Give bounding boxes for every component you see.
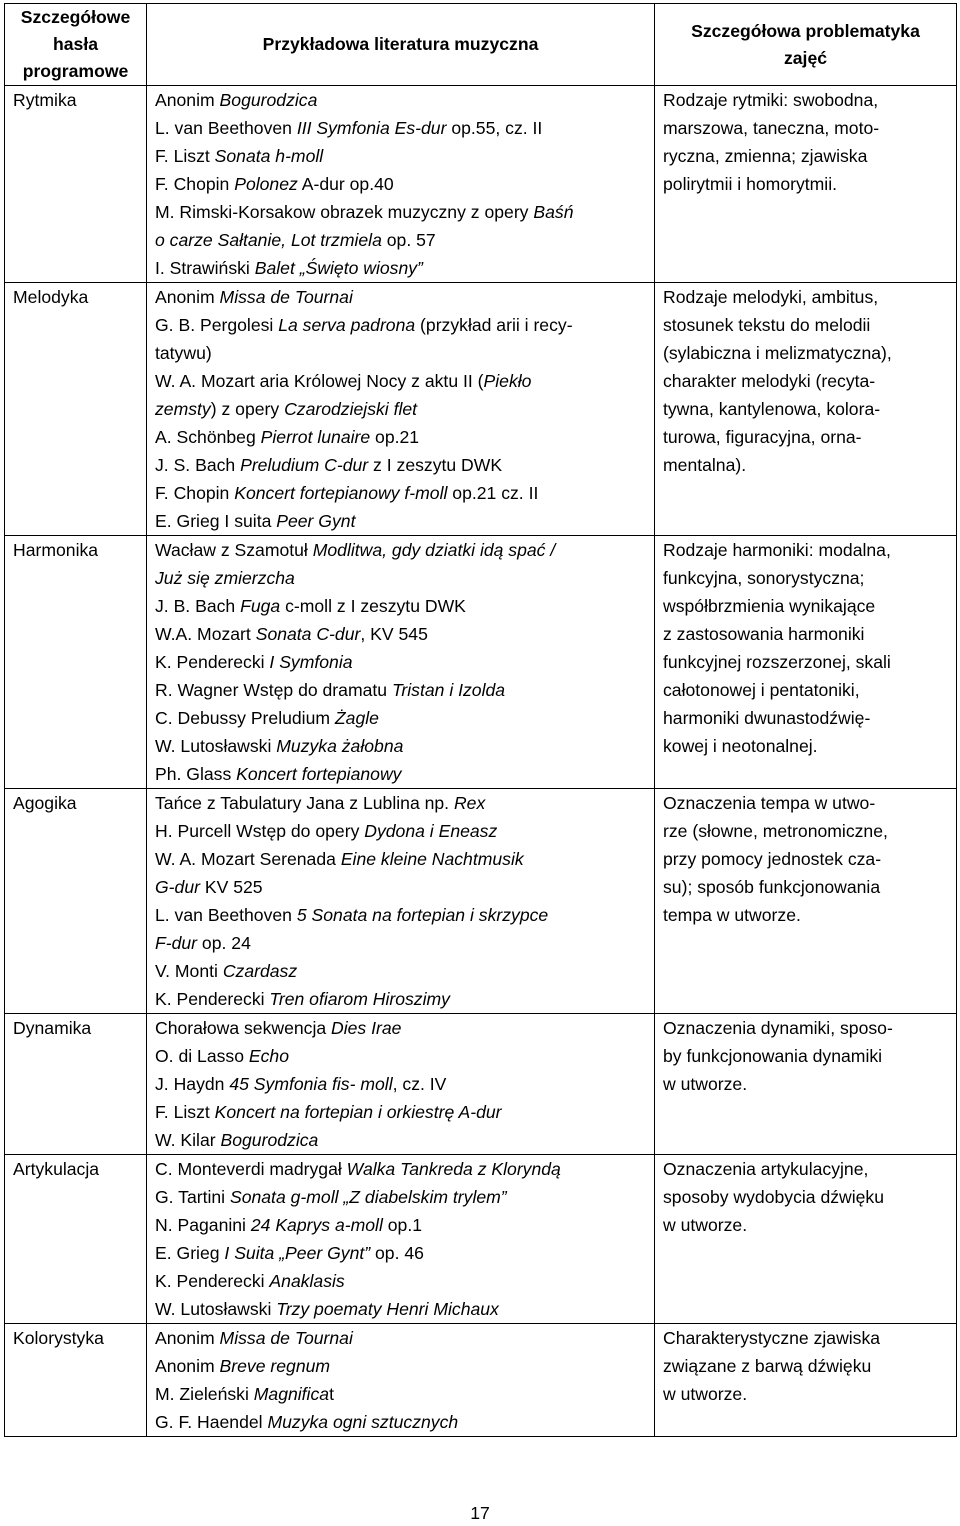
- literature-text: C. Debussy Preludium: [155, 708, 335, 728]
- description-line: marszowa, taneczna, moto-: [663, 118, 880, 138]
- table-row: [5, 789, 957, 1014]
- table-row: [5, 283, 957, 536]
- work-title: Peer Gynt: [276, 511, 356, 531]
- literature-line: [155, 479, 646, 507]
- work-title: Modlitwa, gdy dziatki idą spać /: [312, 540, 556, 560]
- literature-text: L. van Beethoven: [155, 905, 297, 925]
- description-line: związane z barwą dźwięku: [663, 1356, 872, 1376]
- description-line: (sylabiczna i melizmatyczna),: [663, 343, 892, 363]
- literature-line: [155, 1070, 646, 1098]
- program-term: Agogika: [5, 789, 147, 1014]
- literature-line: [155, 1324, 646, 1352]
- literature-text: A. Schönbeg: [155, 427, 261, 447]
- literature-line: [155, 1239, 646, 1267]
- literature-text: , cz. IV: [392, 1074, 447, 1094]
- work-title: Anaklasis: [269, 1271, 345, 1291]
- literature-text: F. Chopin: [155, 174, 235, 194]
- literature-line: [155, 985, 646, 1013]
- work-title: Tristan i Izolda: [391, 680, 506, 700]
- literature-text: Anonim: [155, 1328, 220, 1348]
- description-line: w utworze.: [663, 1074, 748, 1094]
- literature-line: [155, 1352, 646, 1380]
- work-title: Bogurodzica: [220, 1130, 319, 1150]
- header-literature: Przykładowa literatura muzyczna: [147, 4, 655, 86]
- work-title: Dydona i Eneasz: [364, 821, 498, 841]
- literature-text: M. Rimski-Korsakow obrazek muzyczny z opery: [155, 202, 534, 222]
- topic-description: [655, 283, 957, 536]
- header-topics: Szczegółowa problematyka zajęć: [655, 4, 957, 86]
- literature-line: [155, 423, 646, 451]
- literature-text: z I zeszytu DWK: [368, 455, 503, 475]
- work-title: Breve regnum: [219, 1356, 331, 1376]
- description-line: sposoby wydobycia dźwięku: [663, 1187, 885, 1207]
- literature-text: KV 525: [199, 877, 263, 897]
- work-title: Już się zmierzcha: [155, 568, 295, 588]
- work-title: Koncert na fortepian i orkiestrę A-dur: [214, 1102, 502, 1122]
- description-line: Rodzaje harmoniki: modalna,: [663, 540, 891, 560]
- literature-line: [155, 648, 646, 676]
- literature-line: [155, 283, 646, 311]
- work-title: 5 Sonata na fortepian i skrzypce: [296, 905, 549, 925]
- literature-line: [155, 817, 646, 845]
- table-row: [5, 1155, 957, 1324]
- literature-line: [155, 901, 646, 929]
- literature-line: [155, 676, 646, 704]
- description-line: z zastosowania harmoniki: [663, 624, 865, 644]
- topic-description: [655, 536, 957, 789]
- description-line: tywna, kantylenowa, kolora-: [663, 399, 881, 419]
- literature-cell: [147, 1155, 655, 1324]
- literature-line: [155, 86, 646, 114]
- literature-text: (przykład arii i recy-: [415, 315, 573, 335]
- literature-text: F. Liszt: [155, 146, 215, 166]
- literature-text: , KV 545: [360, 624, 428, 644]
- literature-text: Anonim: [155, 90, 220, 110]
- literature-text: J. B. Bach: [155, 596, 241, 616]
- literature-text: Wacław z Szamotuł: [155, 540, 313, 560]
- header-row: [5, 4, 957, 86]
- work-title: Muzyka żałobna: [276, 736, 404, 756]
- literature-line: [155, 929, 646, 957]
- work-title: Baśń: [533, 202, 574, 222]
- work-title: Polonez: [234, 174, 298, 194]
- work-title: Walka Tankreda z Kloryndą: [346, 1159, 561, 1179]
- description-line: harmoniki dwunastodźwię-: [663, 708, 871, 728]
- work-title: Missa de Tournai: [219, 287, 353, 307]
- literature-line: [155, 198, 646, 226]
- table-row: [5, 1324, 957, 1437]
- literature-text: Chorałowa sekwencja: [155, 1018, 332, 1038]
- description-line: stosunek tekstu do melodii: [663, 315, 871, 335]
- literature-line: [155, 1295, 646, 1323]
- literature-text: K. Penderecki: [155, 652, 270, 672]
- literature-line: [155, 395, 646, 423]
- work-title: Sonata C-dur: [255, 624, 361, 644]
- literature-line: [155, 789, 646, 817]
- page-number: 17: [470, 1503, 490, 1523]
- literature-text: W. A. Mozart aria Królowej Nocy z aktu II (: [155, 371, 484, 391]
- description-line: charakter melodyki (recyta-: [663, 371, 876, 391]
- work-title: Koncert fortepianowy f-moll: [234, 483, 448, 503]
- literature-cell: [147, 536, 655, 789]
- literature-text: R. Wagner Wstęp do dramatu: [155, 680, 392, 700]
- literature-line: [155, 1183, 646, 1211]
- literature-line: [155, 564, 646, 592]
- description-line: kowej i neotonalnej.: [663, 736, 818, 756]
- work-title: Trzy poematy Henri Michaux: [276, 1299, 499, 1319]
- literature-text: Anonim: [155, 287, 220, 307]
- literature-line: [155, 1267, 646, 1295]
- work-title: G-dur: [155, 877, 200, 897]
- work-title: Echo: [248, 1046, 289, 1066]
- description-line: funkcyjnej rozszerzonej, skali: [663, 652, 891, 672]
- work-title: Sonata g-moll „Z diabelskim trylem”: [229, 1187, 507, 1207]
- work-title: F-dur: [155, 933, 198, 953]
- literature-line: [155, 170, 646, 198]
- work-title: Missa de Tournai: [219, 1328, 353, 1348]
- work-title: Magnifica: [253, 1384, 330, 1404]
- literature-text: H. Purcell Wstęp do opery: [155, 821, 365, 841]
- literature-text: W. Kilar: [155, 1130, 221, 1150]
- literature-text: ) z opery: [210, 399, 285, 419]
- literature-text: op.1: [382, 1215, 423, 1235]
- literature-text: G. B. Pergolesi: [155, 315, 279, 335]
- literature-text: E. Grieg I suita: [155, 511, 277, 531]
- work-title: Preludium C-dur: [240, 455, 369, 475]
- topic-description: [655, 1324, 957, 1437]
- work-title: Rex: [453, 793, 486, 813]
- literature-line: [155, 1014, 646, 1042]
- table-row: [5, 536, 957, 789]
- description-line: Charakterystyczne zjawiska: [663, 1328, 881, 1348]
- topic-description: [655, 86, 957, 283]
- description-line: tempa w utworze.: [663, 905, 801, 925]
- literature-text: W. A. Mozart Serenada: [155, 849, 341, 869]
- literature-line: [155, 845, 646, 873]
- literature-text: W.A. Mozart: [155, 624, 256, 644]
- work-title: zemsty: [155, 399, 211, 419]
- literature-text: J. S. Bach: [155, 455, 241, 475]
- literature-text: A-dur op.40: [297, 174, 394, 194]
- work-title: Eine kleine Nachtmusik: [340, 849, 524, 869]
- literature-text: t: [329, 1384, 334, 1404]
- description-line: rze (słowne, metronomiczne,: [663, 821, 888, 841]
- literature-line: [155, 957, 646, 985]
- work-title: o carze Sałtanie, Lot trzmiela: [155, 230, 382, 250]
- work-title: Fuga: [240, 596, 281, 616]
- description-line: polirytmii i homorytmii.: [663, 174, 838, 194]
- literature-text: F. Chopin: [155, 483, 235, 503]
- literature-cell: [147, 789, 655, 1014]
- topic-description: [655, 1014, 957, 1155]
- description-line: su); sposób funkcjonowania: [663, 877, 881, 897]
- literature-text: V. Monti: [155, 961, 223, 981]
- work-title: Czardasz: [222, 961, 298, 981]
- program-term: Rytmika: [5, 86, 147, 283]
- literature-text: G. Tartini: [155, 1187, 230, 1207]
- literature-line: [155, 339, 646, 367]
- literature-text: F. Liszt: [155, 1102, 215, 1122]
- literature-line: [155, 114, 646, 142]
- description-line: współbrzmienia wynikające: [663, 596, 876, 616]
- program-term: Harmonika: [5, 536, 147, 789]
- literature-line: [155, 1408, 646, 1436]
- literature-text: op.21 cz. II: [447, 483, 539, 503]
- description-line: Oznaczenia tempa w utwo-: [663, 793, 876, 813]
- literature-text: op.21: [370, 427, 420, 447]
- literature-cell: [147, 1324, 655, 1437]
- description-line: turowa, figuracyjna, orna-: [663, 427, 862, 447]
- literature-text: tatywu): [155, 343, 212, 363]
- literature-text: N. Paganini: [155, 1215, 251, 1235]
- literature-text: L. van Beethoven: [155, 118, 297, 138]
- work-title: I Suita „Peer Gynt”: [224, 1243, 371, 1263]
- description-line: by funkcjonowania dynamiki: [663, 1046, 883, 1066]
- work-title: Muzyka ogni sztucznych: [267, 1412, 459, 1432]
- work-title: La serva padrona: [278, 315, 416, 335]
- literature-line: [155, 592, 646, 620]
- literature-line: [155, 311, 646, 339]
- literature-line: [155, 142, 646, 170]
- program-term: Artykulacja: [5, 1155, 147, 1324]
- literature-text: I. Strawiński: [155, 258, 255, 278]
- literature-text: W. Lutosławski: [155, 1299, 277, 1319]
- description-line: Oznaczenia artykulacyjne,: [663, 1159, 869, 1179]
- description-line: Rodzaje rytmiki: swobodna,: [663, 90, 879, 110]
- description-line: w utworze.: [663, 1215, 748, 1235]
- description-line: mentalna).: [663, 455, 747, 475]
- work-title: Żagle: [334, 708, 379, 728]
- literature-line: [155, 451, 646, 479]
- literature-text: op. 57: [381, 230, 436, 250]
- topic-description: [655, 1155, 957, 1324]
- work-title: I Symfonia: [269, 652, 353, 672]
- work-title: III Symfonia Es-dur: [296, 118, 447, 138]
- description-line: przy pomocy jednostek cza-: [663, 849, 882, 869]
- literature-line: [155, 873, 646, 901]
- description-line: ryczna, zmienna; zjawiska: [663, 146, 868, 166]
- header-program-terms: Szczegółowe hasła programowe: [5, 4, 147, 86]
- literature-text: op. 46: [370, 1243, 424, 1263]
- literature-line: [155, 620, 646, 648]
- literature-text: K. Penderecki: [155, 1271, 270, 1291]
- work-title: Pierrot lunaire: [260, 427, 371, 447]
- topic-description: [655, 789, 957, 1014]
- literature-text: E. Grieg: [155, 1243, 225, 1263]
- work-title: 45 Symfonia fis- moll: [229, 1074, 393, 1094]
- work-title: 24 Kaprys a-moll: [250, 1215, 383, 1235]
- literature-cell: [147, 1014, 655, 1155]
- literature-text: op.55, cz. II: [446, 118, 543, 138]
- literature-line: [155, 1211, 646, 1239]
- literature-cell: [147, 283, 655, 536]
- literature-text: op. 24: [197, 933, 251, 953]
- work-title: Koncert fortepianowy: [236, 764, 402, 784]
- work-title: Bogurodzica: [219, 90, 318, 110]
- literature-line: [155, 760, 646, 788]
- work-title: Dies Irae: [331, 1018, 402, 1038]
- literature-text: Anonim: [155, 1356, 220, 1376]
- literature-line: [155, 732, 646, 760]
- program-term: Dynamika: [5, 1014, 147, 1155]
- description-line: Oznaczenia dynamiki, sposo-: [663, 1018, 893, 1038]
- literature-line: [155, 536, 646, 564]
- description-line: funkcyjna, sonorystyczna;: [663, 568, 865, 588]
- literature-line: [155, 226, 646, 254]
- literature-line: [155, 1098, 646, 1126]
- literature-line: [155, 704, 646, 732]
- work-title: Balet „Święto wiosny”: [254, 258, 423, 278]
- literature-line: [155, 1155, 646, 1183]
- literature-text: W. Lutosławski: [155, 736, 277, 756]
- literature-text: Tańce z Tabulatury Jana z Lublina np.: [155, 793, 454, 813]
- work-title: Tren ofiarom Hiroszimy: [269, 989, 450, 1009]
- literature-line: [155, 1042, 646, 1070]
- table-row: [5, 86, 957, 283]
- literature-text: J. Haydn: [155, 1074, 230, 1094]
- literature-text: O. di Lasso: [155, 1046, 249, 1066]
- table-row: [5, 1014, 957, 1155]
- literature-line: [155, 507, 646, 535]
- literature-line: [155, 1380, 646, 1408]
- literature-text: M. Zieleński: [155, 1384, 254, 1404]
- literature-text: Ph. Glass: [155, 764, 237, 784]
- work-title: Sonata h-moll: [214, 146, 324, 166]
- description-line: w utworze.: [663, 1384, 748, 1404]
- curriculum-table: [4, 3, 957, 1437]
- literature-text: G. F. Haendel: [155, 1412, 268, 1432]
- work-title: Piekło: [483, 371, 532, 391]
- program-term: Melodyka: [5, 283, 147, 536]
- literature-line: [155, 1126, 646, 1154]
- literature-text: K. Penderecki: [155, 989, 270, 1009]
- literature-line: [155, 254, 646, 282]
- description-line: Rodzaje melodyki, ambitus,: [663, 287, 879, 307]
- literature-cell: [147, 86, 655, 283]
- description-line: całotonowej i pentatoniki,: [663, 680, 860, 700]
- program-term: Kolorystyka: [5, 1324, 147, 1437]
- literature-line: [155, 367, 646, 395]
- literature-text: C. Monteverdi madrygał: [155, 1159, 347, 1179]
- literature-text: c-moll z I zeszytu DWK: [280, 596, 466, 616]
- work-title: Czarodziejski flet: [284, 399, 418, 419]
